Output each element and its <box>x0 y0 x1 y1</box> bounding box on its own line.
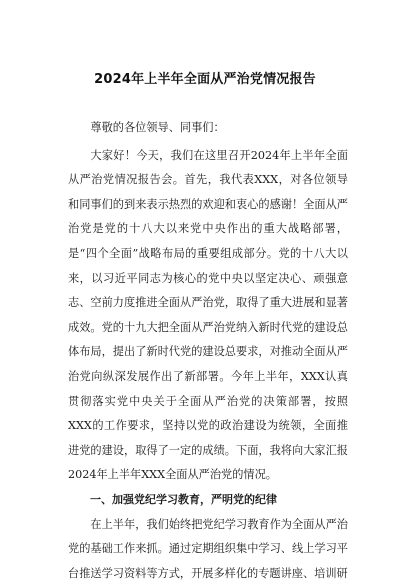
salutation: 尊敬的各位领导、同事们： <box>68 116 348 141</box>
document-title: 2024年上半年全面从严治党情况报告 <box>0 68 410 87</box>
document-body <box>68 116 348 586</box>
section-heading: 一、加强党纪学习教育，严明党的纪律 <box>68 488 348 513</box>
section-paragraph: 在上半年，我们始终把党纪学习教育作为全面从严治党的基础工作来抓。通过定期组织集中学习、线上学习平台推送学习资料等方式，开展多样化的专题讲座、培训研 <box>68 513 348 586</box>
intro-paragraph: 大家好！今天，我们在这里召开2024年上半年全面从严治党情况报告会。首先，我代表XXX，对各位领导和同事们的到来表示热烈的欢迎和衷心的感谢！全面从严治党是党的十八大以来党中央作出的重大战略部署，是“四个全面”战略布局的重要组成部分。党的十八大以来，以习近平同志为核心的党中央以坚定决心、顽强意志、空前力度推进全面从严治党，取得了重大进展和显著成效。党的十九大把全面从严治党纳入新时代党的建设总体布局，提出了新时代党的建设总要求，对推动全面从严治党向纵深发展作出了新部署。今年上半年，XXX认真贯彻落实党中央关于全面从严治党的决策部署，按照XXX的工作要求，坚持以党的政治建设为统领，全面推进党的建设，取得了一定的成绩。下面，我将向大家汇报2024年上半年XXX全面从严治党的情况。 <box>68 144 348 488</box>
